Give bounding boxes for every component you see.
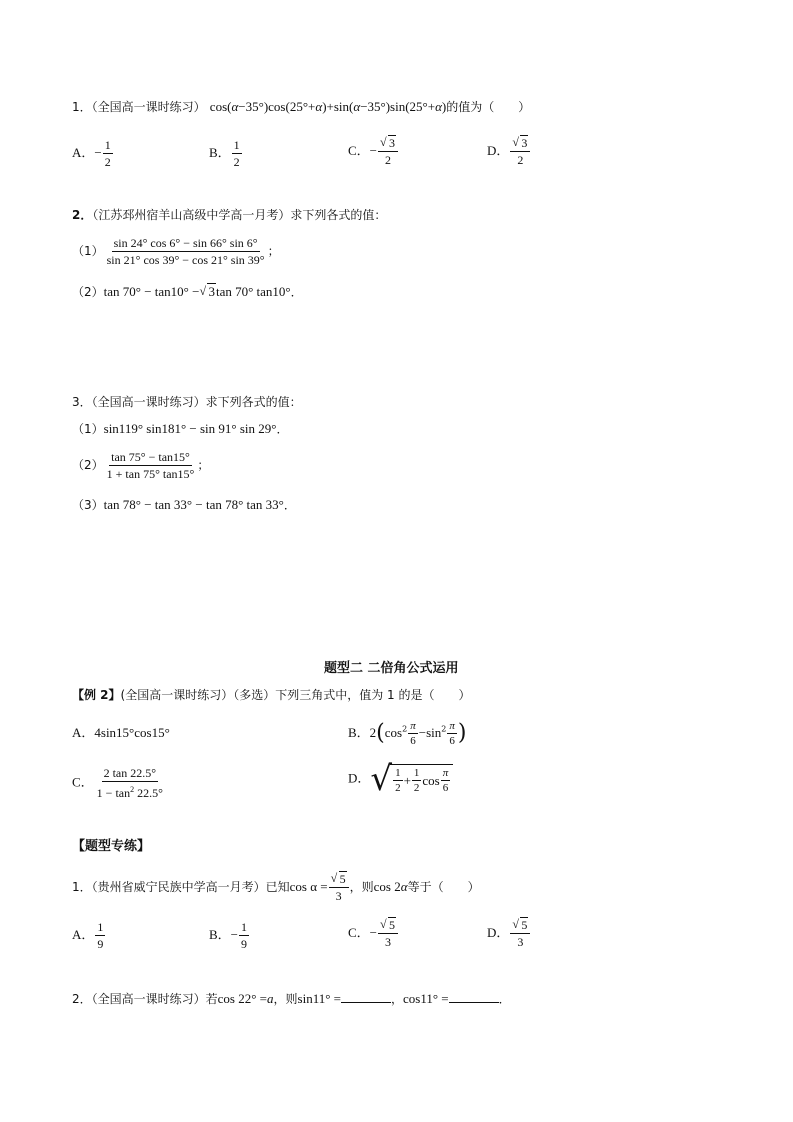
fraction: $\frac{1}{9}$ — [97, 920, 104, 951]
question-source: （全国高一课时练习） — [91, 100, 206, 114]
example-option-c: C． $\frac{2 \tan 22.5^\circ}{1 - \tan^2 22.5^\circ}$ — [72, 766, 163, 800]
practice-question-2: 2．（全国高一课时练习）若cos 22° =a，则sin11° = ，cos11° = ． — [72, 991, 511, 1006]
question-2-part-1: （1） $\frac{\sin 24^\circ \cos 6^\circ - \sin 66^\circ \sin 6^\circ}{\sin 21^\circ \cos 39^\circ - \cos 21^\circ \sin 39^\circ}$ ； — [72, 236, 280, 267]
sqrt-symbol: √ 5 — [380, 918, 396, 932]
option-d: D． √ $\frac{3}{2}$ — [487, 136, 531, 167]
example-text: (全国高一课时练习）（多选）下列三角式中，值为 1 的是（ ） — [120, 688, 471, 702]
question-1-line — [72, 98, 530, 117]
question-3-line — [72, 393, 302, 412]
fraction: $\frac{\sin 24^\circ \cos 6^\circ - \sin 66^\circ \sin 6^\circ}{\sin 21^\circ \cos 39^\circ - \cos 21^\circ \sin 39^\circ}$ — [106, 236, 265, 267]
sqrt-symbol: √ 3 — [199, 283, 216, 301]
option-b: B． $\frac{1}{2}$ — [209, 138, 240, 169]
sqrt-symbol: √ 3 — [380, 136, 396, 150]
example-option-d: D． √ $\frac{1}{2}$ + $\frac{1}{2}$ cos $\frac{\pi}{6}$ — [348, 764, 453, 794]
option-c: C．− √ $\frac{3}{2}$ — [348, 136, 399, 167]
fraction: $\frac{1}{2}$ — [233, 138, 240, 169]
fraction: √ $\frac{5}{3}$ — [378, 918, 398, 949]
practice-heading: 【题型专练】 — [72, 839, 151, 854]
sqrt-symbol: √ $\frac{1}{2}$ + $\frac{1}{2}$ cos $\frac{\pi}{6}$ — [370, 764, 453, 794]
sqrt-symbol: √ 5 — [512, 918, 528, 932]
option-a: A．− $\frac{1}{2}$ — [72, 138, 111, 169]
question-3-part-2: （2） $\frac{\tan 75^\circ - \tan 15^\circ}{1 + \tan 75^\circ \tan 15^\circ}$ ； — [72, 450, 210, 481]
question-2-part-2: （2）tan 70° − tan10° −√ 3tan 70° tan10°． — [72, 283, 303, 302]
example-option-b: B．$2(\cos^2$ $\frac{\pi}{6}$ $-\sin^2$ $\frac{\pi}{6}$ ) — [348, 720, 467, 747]
example-2-line — [72, 686, 470, 705]
section-heading: 题型二 二倍角公式运用 — [324, 661, 459, 676]
practice-question-1: 1．（贵州省威宁民族中学高一月考）已知cos α = √ $\frac{5}{3}$ ，则cos 2α等于（ ） — [72, 872, 480, 903]
fraction: $\frac{\pi}{6}$ — [410, 720, 416, 747]
question-number: 1． — [72, 100, 92, 114]
fraction: $\frac{2 \tan 22.5^\circ}{1 - \tan^2 22.5^\circ}$ — [96, 766, 163, 800]
fraction: √ $\frac{5}{3}$ — [329, 872, 349, 903]
question-source: （江苏邳州宿羊山高级中学高一月考）求下列各式的值： — [92, 208, 387, 222]
question-number: 2． — [72, 208, 93, 222]
example-option-a: A．4sin15°cos15° — [72, 725, 170, 740]
example-label: 【例 2】 — [72, 688, 121, 702]
fraction: √ $\frac{3}{2}$ — [510, 136, 530, 167]
sqrt-symbol: √ 5 — [331, 872, 347, 886]
answer-blank-2[interactable] — [449, 990, 499, 1003]
question-3-part-1: （1）sin119° sin181° − sin 91° sin 29°． — [72, 421, 289, 436]
fraction: $\frac{\tan 75^\circ - \tan 15^\circ}{1 + \tan 75^\circ \tan 15^\circ}$ — [106, 450, 195, 481]
practice-option-d: D． √ $\frac{5}{3}$ — [487, 918, 531, 949]
question-3-part-3: （3）tan 78° − tan 33° − tan 78° tan 33°． — [72, 497, 296, 512]
fraction: $\frac{1}{9}$ — [241, 920, 248, 951]
question-number: 3． — [72, 395, 92, 409]
question-tail: 的值为（ ） — [446, 100, 531, 114]
practice-option-c: C．− √ $\frac{5}{3}$ — [348, 918, 399, 949]
fraction: √ $\frac{3}{2}$ — [378, 136, 398, 167]
sqrt-symbol: √ 3 — [512, 136, 528, 150]
fraction: $\frac{\pi}{6}$ — [449, 720, 455, 747]
answer-blank-1[interactable] — [341, 990, 391, 1003]
math-expression: cos(α−35°)cos(25°+α)+sin(α−35°)sin(25°+α) — [209, 99, 447, 114]
fraction: √ $\frac{5}{3}$ — [510, 918, 530, 949]
fraction: $\frac{1}{2}$ — [104, 138, 111, 169]
practice-option-a: A． $\frac{1}{9}$ — [72, 920, 104, 951]
question-2-line — [72, 206, 386, 225]
question-source: （全国高一课时练习）求下列各式的值： — [91, 395, 302, 409]
practice-option-b: B．− $\frac{1}{9}$ — [209, 920, 248, 951]
